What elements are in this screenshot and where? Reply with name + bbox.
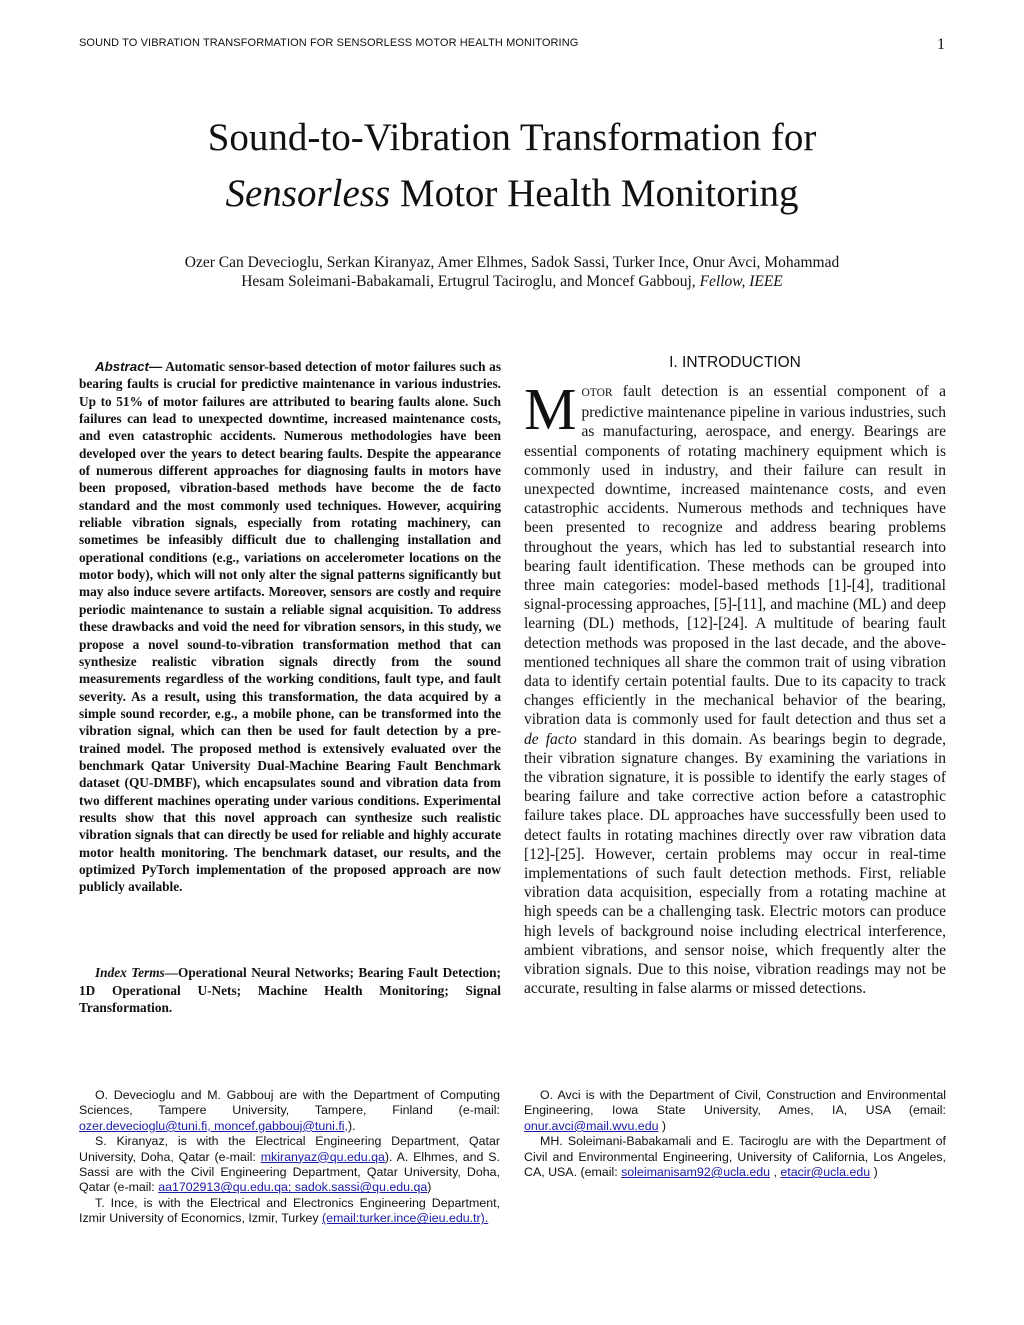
abstract-label: Abstract— bbox=[95, 359, 163, 374]
footnotes-right bbox=[524, 1088, 946, 1180]
section-heading-introduction: I. INTRODUCTION bbox=[669, 354, 801, 371]
footnote-text: , bbox=[770, 1165, 781, 1180]
drop-cap: M bbox=[524, 376, 577, 442]
index-terms-label: Index Terms bbox=[95, 965, 165, 980]
index-terms-text: —Operational Neural Networks; Bearing Fault Detection; 1D Operational U-Nets; Machine Health Monitoring; Signal Transformation. bbox=[79, 965, 501, 1015]
footnote-text: ). bbox=[348, 1118, 356, 1133]
intro-text: fault detection is an essential component of a predictive maintenance pipeline in various industries, such as manufacturing, aerospace, and energy. Bearings are essential components of rotating machinery equipment which is commonly used in industry, and their failure can result in unexpected downtime, increased maintenance costs, and even catastrophic accidents. Numerous methods and techniques have been presented to recognize and address bearing problems throughout the years, which has led to substantial research into bearing fault identification. These methods can be grouped into three main categories: model-based methods [1]-[4], traditional signal-processing approaches, [5]-[11], and machine (ML) and deep learning (DL) methods, [12]-[24]. A multitude of bearing fault detection methods was proposed in the last decade, and the above-mentioned techniques all share the common trait of using vibration data to identify certain potential faults. Due to its capacity to track changes efficiently in the mechanical behavior of the bearing, vibration data is commonly used for fault detection and thus set a bbox=[524, 383, 946, 729]
running-header: SOUND TO VIBRATION TRANSFORMATION FOR SENSORLESS MOTOR HEALTH MONITORING bbox=[79, 37, 579, 49]
footnote-text: ) bbox=[658, 1118, 667, 1133]
footnote-text: O. Devecioglu and M. Gabbouj are with the Department of Computing Sciences, Tampere University, Tampere, Finland (e-mail: bbox=[79, 1088, 500, 1118]
paper-title bbox=[0, 110, 1024, 222]
email-link[interactable]: aa1702913@qu.edu.qa; sadok.sassi@qu.edu.qa bbox=[158, 1180, 428, 1195]
footnote-text: O. Avci is with the Department of Civil, Construction and Environmental Engineering, Iowa State University, Ames, IA, USA (email: bbox=[524, 1088, 946, 1118]
index-terms bbox=[79, 964, 501, 1017]
email-link[interactable]: etacir@ucla.edu bbox=[780, 1165, 871, 1180]
email-link[interactable]: mkiranyaz@qu.edu.qa bbox=[260, 1149, 385, 1164]
email-link[interactable]: soleimanisam92@ucla.edu bbox=[621, 1165, 771, 1180]
footnotes-left bbox=[79, 1088, 500, 1227]
footnote-text: ) bbox=[870, 1165, 878, 1180]
email-link[interactable]: (email:turker.ince@ieu.edu.tr). bbox=[322, 1211, 489, 1226]
title-line-1: Sound-to-Vibration Transformation for bbox=[207, 116, 817, 159]
email-link[interactable]: onur.avci@mail.wvu.edu bbox=[524, 1118, 659, 1133]
authors-fellow-title: Fellow, IEEE bbox=[699, 273, 783, 290]
title-line-2-rest: Motor Health Monitoring bbox=[390, 172, 799, 215]
email-link[interactable]: ozer.devecioglu@tuni.fi, moncef.gabbouj@tuni.fi, bbox=[79, 1118, 348, 1133]
footnote-text: S. Kiranyaz, is with the Electrical Engineering Department, Qatar University, Doha, Qatar (e-mail: bbox=[79, 1134, 500, 1164]
author-list bbox=[140, 253, 884, 291]
title-italic-word: Sensorless bbox=[225, 172, 391, 215]
footnote-affiliation-5 bbox=[524, 1134, 946, 1180]
authors-line-2 bbox=[140, 272, 884, 291]
abstract-text: Automatic sensor-based detection of motor failures such as bearing faults is crucial for predictive maintenance in various industries. Up to 51% of motor failures are attributed to bearing faults alone. Such failures can lead to unexpected downtime, increased maintenance costs, and even catastrophic accidents. Numerous methodologies have been developed over the years to detect bearing faults. Despite the appearance of numerous different approaches for diagnosing faults in motors have been proposed, vibration-based methods have become the de facto standard and the most commonly used techniques. However, acquiring reliable vibration signals, especially from rotating machinery, can sometimes be infeasibly difficult due to challenging installation and operational conditions (e.g., variations on accelerometer locations on the motor body), which will not only alter the signal patterns significantly but may also induce severe artifacts. Moreover, sensors are costly and require periodic maintenance to sustain a reliable signal acquisition. To address these drawbacks and void the need for vibration sensors, in this study, we propose a novel sound-to-vibration transformation method that can synthesize realistic vibration signals directly from the sound measurements regardless of the working conditions, fault type, and fault severity. As a result, using this transformation, the data acquired by a simple sound recorder, e.g., a mobile phone, can be transformed into the vibration signal, which can then be used for fault detection by a pre-trained model. The proposed method is extensively evaluated over the benchmark Qatar University Dual-Machine Bearing Fault Benchmark dataset (QU-DMBF), which encapsulates sound and vibration data from two different machines operating under various conditions. Experimental results show that this novel approach can synthesize such realistic vibration signals that can directly be used for reliable and highly accurate motor health monitoring. The benchmark dataset, our results, and the optimized PyTorch implementation of the proposed approach are now publicly available. bbox=[79, 359, 501, 895]
intro-text-rest: standard in this domain. As bearings begin to degrade, their vibration signature changes. By examining the variations in the vibration signature, it is possible to identify the early stages of bearing failure and take corrective action before a catastrophic failure takes place. DL approaches have successfully been used to detect faults in rotating machines directly over raw vibration data [12]-[25]. However, certain problems may occur in real-time implementations of such fault detection methods. First, reliable vibration data acquisition, especially from a rotating machine at high speeds can be a challenging task. Electric motors can produce high levels of background noise including electrical interference, ambient vibrations, and sensor noise, which frequently alter the vibration signals. Due to this noise, vibration readings may not be accurate, resulting in false alarms or missed detections. bbox=[524, 730, 946, 998]
authors-line-1: Ozer Can Devecioglu, Serkan Kiranyaz, Amer Elhmes, Sadok Sassi, Turker Ince, Onur Avci, Mohammad bbox=[184, 254, 840, 271]
introduction-paragraph bbox=[524, 376, 946, 999]
footnote-text: ). A. Elhmes, and S. Sassi are with the Civil Engineering Department, Qatar University, Doha, Qatar (e-mail: bbox=[79, 1149, 500, 1195]
footnote-text: T. Ince, is with the Electrical and Electronics Engineering Department, Izmir University of Economics, Izmir, Turkey bbox=[79, 1195, 500, 1226]
footnote-affiliation-4 bbox=[524, 1088, 946, 1134]
page-number: 1 bbox=[937, 36, 945, 53]
intro-italic: de facto bbox=[524, 730, 577, 748]
intro-smallcaps: OTOR bbox=[581, 387, 613, 399]
footnote-affiliation-1 bbox=[79, 1088, 500, 1134]
authors-line-2-text: Hesam Soleimani-Babakamali, Ertugrul Tacirogl​u, and Moncef Gabbouj, bbox=[241, 273, 700, 290]
footnote-affiliation-3 bbox=[79, 1196, 500, 1227]
abstract bbox=[79, 358, 501, 896]
title-line-2 bbox=[0, 166, 1024, 222]
footnote-text: ) bbox=[427, 1180, 432, 1195]
footnote-text: MH. Soleimani-Babakamali and E. Taciroglu are with the Department of Civil and Environmental Engineering, University of California, Los Angeles, CA, USA. (email: bbox=[524, 1134, 946, 1180]
footnote-affiliation-2 bbox=[79, 1134, 500, 1196]
